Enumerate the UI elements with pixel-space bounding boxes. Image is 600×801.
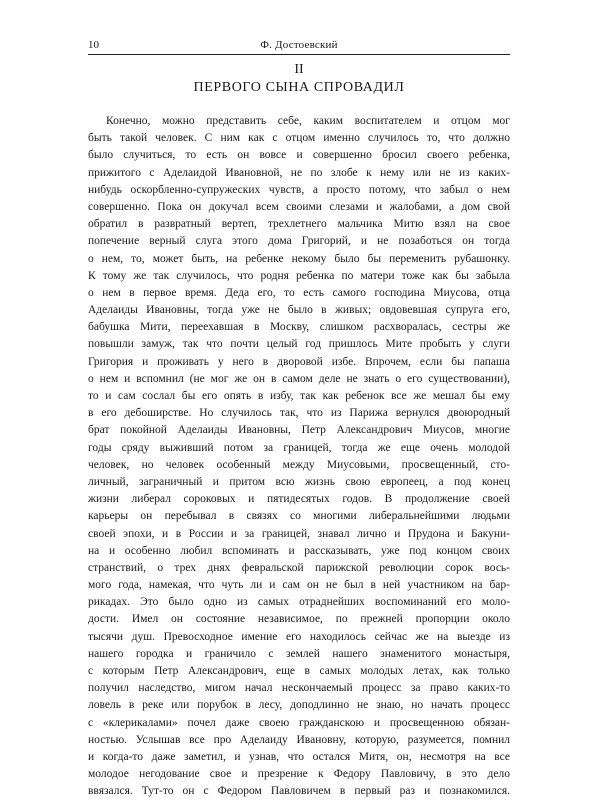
header-rule [88,54,510,55]
text-line: жизни либерал сороковых и пятидесятых годов. В продолжение своей [88,493,510,506]
text-line: своей эпохи, и в России и за границей, знавал лично и Прудона и Бакуни- [88,527,510,540]
text-line: Григория и проживать у него в дворовой избе. Впрочем, если бы папаша [88,355,510,368]
text-line: ностью. Услышав все про Аделаиду Ивановну, которую, разумеется, помнил [88,733,510,746]
text-line: личный, заграничный и притом всю жизнь свою европеец, а под конец [88,475,510,488]
text-line: обратил в развратный вертеп, трехлетнего мальчика Митю взял на свое [88,218,510,231]
running-head [88,36,510,54]
text-line: Конечно, можно представить себе, каким воспитателем и отцом мог [106,115,510,127]
text-line: прижитого с Аделаидой Ивановной, не по злобе к нему или не из каких- [88,166,510,179]
text-line: попечение верный слуга этого дома Григорий, и не позаботься он тогда [88,235,510,248]
text-line: то и сам сослал бы его опять в избу, так как ребенок все же мешал бы ему [88,390,510,402]
text-line: о нем в первое время. Деда его, то есть самого господина Миусова, отца [88,286,510,299]
page-number: 10 [88,39,99,51]
text-line: получил наследство, мигом начал нескончаемый процесс за право каких-то [88,682,510,695]
text-line: и когда-то даже заметил, и узнав, что остался Митя, он, несмотря на все [88,750,510,763]
text-line: бабушка Мити, переехавшая в Москву, слишком расхворалась, сестры же [88,321,510,334]
text-line: повышли замуж, так что почти целый год пришлось Мите пробыть у слуги [88,338,510,351]
text-line: о нем и вспомнил (не мог же он в самом деле не знать о его существовании), [88,372,510,385]
text-line: о нем, то, может быть, на ребенке некому было бы переменить рубашонку. [88,252,510,265]
text-line: на и особенно любил вспоминать и рассказывать, уже под концом своих [88,544,510,557]
text-line: брат покойной Аделаиды Ивановны, Петр Александрович Миусов, многие [88,424,510,437]
text-line: молодое негодование свое и презрение к Федору Павловичу, в это дело [88,768,510,781]
text-line: годы сряду выживший потом за границей, тогда же еще очень молодой [88,441,510,454]
text-line: было случиться, то есть он вовсе и совершенно бросил своего ребенка, [88,149,510,162]
text-line: К тому же так случилось, что родня ребенка по матери тоже как бы забыла [88,269,510,282]
text-line: нашего городка и граничило с землей нашего знаменитого монастыря, [88,647,510,660]
text-line: ловель в реке или порубок в лесу, доподлинно не знаю, но начать процесс [88,699,510,712]
text-line: мого года, намекая, что чуть ли и сам он не был в ней участником на бар- [88,579,510,592]
text-line: нибудь оскорбленно-супружеских чувств, а просто потому, что забыл о нем [88,183,510,196]
text-line: странствий, о трех днях февральской парижской революции сорок вось- [88,561,510,574]
chapter-number: II [294,62,304,77]
text-line: с которым Петр Александрович, еще в самых молодых летах, как только [88,665,510,677]
text-line: совершенно. Пока он докучал всем своими слезами и жалобами, а дом свой [88,200,510,213]
text-line: в его дебоширстве. Но случилось так, что из Парижа вернулся двоюродный [88,407,510,420]
text-line: ввязался. Тут-то он с Федором Павловичем в первый раз и познакомился. [88,785,510,798]
text-line: дости. Имел он состояние независимое, по прежней пропорции около [88,613,510,626]
text-line: тысячи душ. Превосходное имение его находилось сейчас же на выезде из [88,630,510,643]
book-page [88,36,510,801]
text-line: Аделаиды Ивановны, тогда уже не было в живых; овдовевшая супруга его, [88,304,510,317]
text-line: с «клерикалами» почел даже своею гражданскою и просвещенною обязан- [88,716,510,729]
body-text [88,113,510,801]
text-line: карьеры он перебывал в связях со многими либеральнейшими людьми [88,510,510,523]
chapter-title: ПЕРВОГО СЫНА СПРОВАДИЛ [193,80,405,95]
text-line: быть такой человек. С ним как с отцом именно случилось то, что должно [88,132,510,145]
text-line: человек, но человек особенный между Миусовыми, просвещенный, сто- [88,458,510,471]
text-line: рикадах. Это было одно из самых отраднейших воспоминаний его моло- [88,596,510,609]
running-title: Ф. Достоевский [260,39,338,51]
